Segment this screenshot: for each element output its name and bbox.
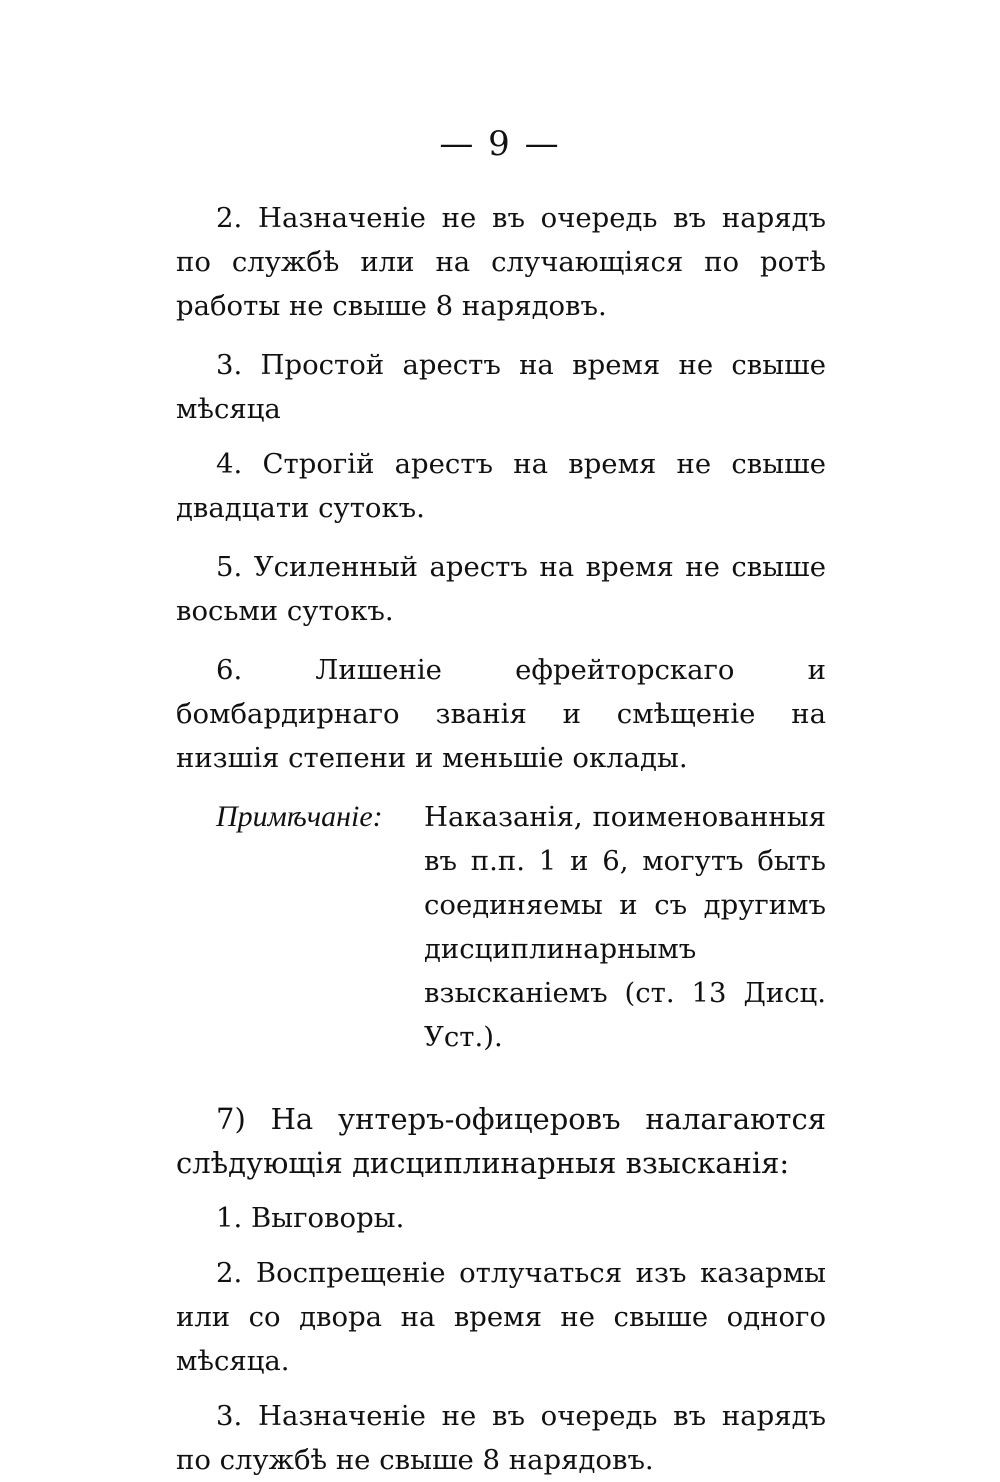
item-3-simple-arrest: 3. Простой арестъ на время не свыше мѣсяца (176, 349, 826, 425)
section-7-item-3: 3. Назначеніе не въ очередь въ нарядъ по службѣ не свыше 8 нарядовъ. (176, 1400, 826, 1476)
item-2-extra-duty: 2. Назначеніе не въ очередь въ нарядъ по службѣ или на случающіяся по ротѣ работы не свыше 8 нарядовъ. (176, 202, 826, 322)
item-5-enhanced-arrest: 5. Усиленный арестъ на время не свыше восьми сутокъ. (176, 551, 826, 627)
note-text: Наказанія, поименованныя въ п.п. 1 и 6, могутъ быть соединяемы и съ другимъ дисциплинарнымъ взысканіемъ (ст. 13 Дисц. Уст.). (424, 801, 826, 1053)
section-7-item-2: 2. Воспрещеніе отлучаться изъ казармы или со двора на время не свыше одного мѣсяца. (176, 1257, 826, 1377)
item-4-strict-arrest: 4. Строгій арестъ на время не свыше двадцати сутокъ. (176, 448, 826, 524)
section-7-item-1: 1. Выговоры. (216, 1202, 405, 1234)
note-label: Примѣчаніе: (216, 800, 383, 833)
section-7-heading: 7) На унтеръ-офицеровъ налагаются слѣдующія дисциплинарныя взысканія: (176, 1102, 826, 1180)
item-6-demotion: 6. Лишеніе ефрейторскаго и бомбардирнаго званія и смѣщеніе на низшія степени и меньшіе оклады. (176, 654, 826, 774)
page-number: — 9 — (439, 124, 561, 164)
text-column (176, 196, 826, 1482)
note-block (176, 795, 826, 1059)
